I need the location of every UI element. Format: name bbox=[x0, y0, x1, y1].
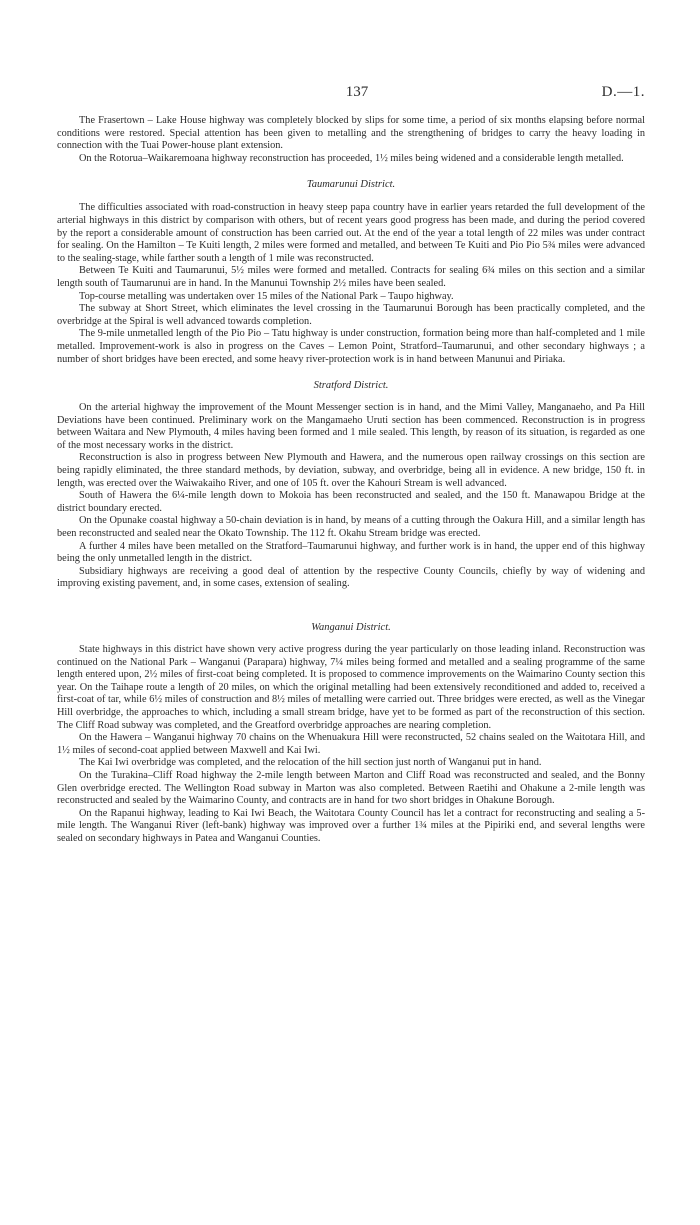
page-number: 137 bbox=[345, 84, 369, 100]
paragraph: On the Opunake coastal highway a 50-chain deviation is in hand, by means of a cutting through the Oakura Hill, and a similar length has been reconstructed and sealed near the Okato Township. The 112 ft. Okahu Stream bridge was erected. bbox=[57, 515, 645, 540]
paragraph: A further 4 miles have been metalled on the Stratford–Taumarunui highway, and further work is in hand, the upper end of this highway being the only unmetalled length in the district. bbox=[57, 540, 645, 565]
intro-section bbox=[57, 115, 645, 165]
paragraph: On the Rapanui highway, leading to Kai Iwi Beach, the Waitotara County Council has let a contract for reconstructing and sealing a 5-mile length. The Wanganui River (left-bank) highway was improved over a further 1¾ miles at the Pipiriki end, and several lengths were sealed on secondary highways in Patea and Wanganui Counties. bbox=[57, 807, 645, 844]
paragraph: On the arterial highway the improvement of the Mount Messenger section is in hand, and the Mimi Valley, Manganaeho, and Pa Hill Deviations have been continued. Preliminary work on the Mangamaeho Uruti section has been commenced. Reconstruction is in progress between Waitara and New Plymouth, 4 miles having been formed and 1 mile sealed. This length, by reason of its situation, is regarded as one of the most necessary works in the district. bbox=[57, 402, 645, 451]
paragraph: The Frasertown – Lake House highway was completely blocked by slips for some time, a period of six months elapsing before normal conditions were restored. Special attention has been given to metalling and the strengthening of bridges to carry the heavy loading in connection with the Tuai Power-house plant extension. bbox=[57, 115, 645, 152]
paragraph: Top-course metalling was undertaken over 15 miles of the National Park – Taupo highway. bbox=[79, 290, 454, 302]
section-heading: Taumarunui District. bbox=[306, 179, 396, 191]
paragraph: The Kai Iwi overbridge was completed, and the relocation of the hill section just north of Wanganui put in hand. bbox=[79, 757, 542, 769]
paragraph: On the Rotorua–Waikaremoana highway reconstruction has proceeded, 1½ miles being widened and a considerable length metalled. bbox=[79, 152, 624, 164]
paragraph: The 9-mile unmetalled length of the Pio Pio – Tatu highway is under construction, formation being more than half-completed and 1 mile metalled. Improvement-work is also in progress on the Caves – Lemon Point, Stratford–Taumarunui, and other secondary highways ; a number of short bridges have been erected, and some heavy river-protection work is in hand between Manunui and Piriaka. bbox=[57, 328, 645, 365]
paragraph: On the Turakina–Cliff Road highway the 2-mile length between Marton and Cliff Road was reconstructed and sealed, and the Bonny Glen overbridge erected. The Wellington Road subway in Marton was also completed. Between Raetihi and Ohakune a 2-mile length was reconstructed and sealed by the Waimarino County, and contracts are in hand for two short bridges in Ohakune Borough. bbox=[57, 769, 645, 807]
wanganui-section bbox=[57, 621, 645, 846]
paragraph: Subsidiary highways are receiving a good deal of attention by the respective County Councils, chiefly by way of widening and improving existing pavement, and, in some cases, extension of sealing. bbox=[57, 565, 645, 590]
paragraph: State highways in this district have shown very active progress during the year particularly on those leading inland. Reconstruction was continued on the National Park – Wanganui (Parapara) highway, 7¼ miles being formed and metalled and a sealing programme of the same length entered upon, 2½ miles of first-coat being completed. It is proposed to commence improvements on the Waimarino County section this year. On the Taihape route a length of 20 miles, on which the original metalling had been extensively reconditioned and added to, received a first-coat of tar, while 6½ miles of construction and 8½ miles of metalling were carried out. Three bridges were erected, as well as the Vinegar Hill overbridge, the approaches to which, including a small stream bridge, have yet to be formed as part of the reconstruction of this section. The Cliff Road subway was completed, and the Greatford overbridge approaches are nearing completion. bbox=[57, 644, 645, 731]
paragraph: The difficulties associated with road-construction in heavy steep papa country have in earlier years retarded the full development of the arterial highways in this district by comparison with others, but of recent years good progress has been made, and during the period covered by the report a considerable amount of construction has been carried out. At the end of the year a total length of 22 miles was under contract for sealing. On the Hamilton – Te Kuiti length, 2 miles were formed and metalled, and between Te Kuiti and Pio Pio 5¾ miles were advanced to the sealing-stage, while farther south a length of 1 mile was reconstructed. bbox=[57, 202, 645, 264]
taumarunui-section bbox=[57, 178, 645, 366]
stratford-section bbox=[57, 379, 645, 591]
document-reference: D.—1. bbox=[601, 84, 645, 100]
paragraph: The subway at Short Street, which eliminates the level crossing in the Taumarunui Borough has been practically completed, and the overbridge at the Spiral is well advanced towards completion. bbox=[57, 303, 645, 327]
paragraph: Between Te Kuiti and Taumarunui, 5½ miles were formed and metalled. Contracts for sealing 6¾ miles on this section and a similar length south of Taumarunui are in hand. In the Manunui Township 2½ miles have been sealed. bbox=[57, 265, 645, 289]
page-content bbox=[57, 115, 645, 846]
paragraph: South of Hawera the 6¼-mile length down to Mokoia has been reconstructed and sealed, and the 150 ft. Manawapou Bridge at the district boundary erected. bbox=[57, 490, 645, 514]
page-header bbox=[57, 84, 645, 106]
section-heading: Wanganui District. bbox=[311, 622, 391, 633]
paragraph: On the Hawera – Wanganui highway 70 chains on the Whenuakura Hill were reconstructed, 52 chains sealed on the Waitotara Hill, and 1½ miles of second-coat applied between Maxwell and Kai Iwi. bbox=[57, 732, 645, 756]
paragraph: Reconstruction is also in progress between New Plymouth and Hawera, and the numerous open railway crossings on this section are being rapidly eliminated, the three standard methods, by deviation, subway, and overbridge, being all in evidence. A new bridge, 150 ft. in length, was erected over the Waiwakaiho River, and one of 105 ft. over the Kahouri Stream is well advanced. bbox=[57, 452, 645, 489]
section-heading: Stratford District. bbox=[313, 380, 389, 392]
